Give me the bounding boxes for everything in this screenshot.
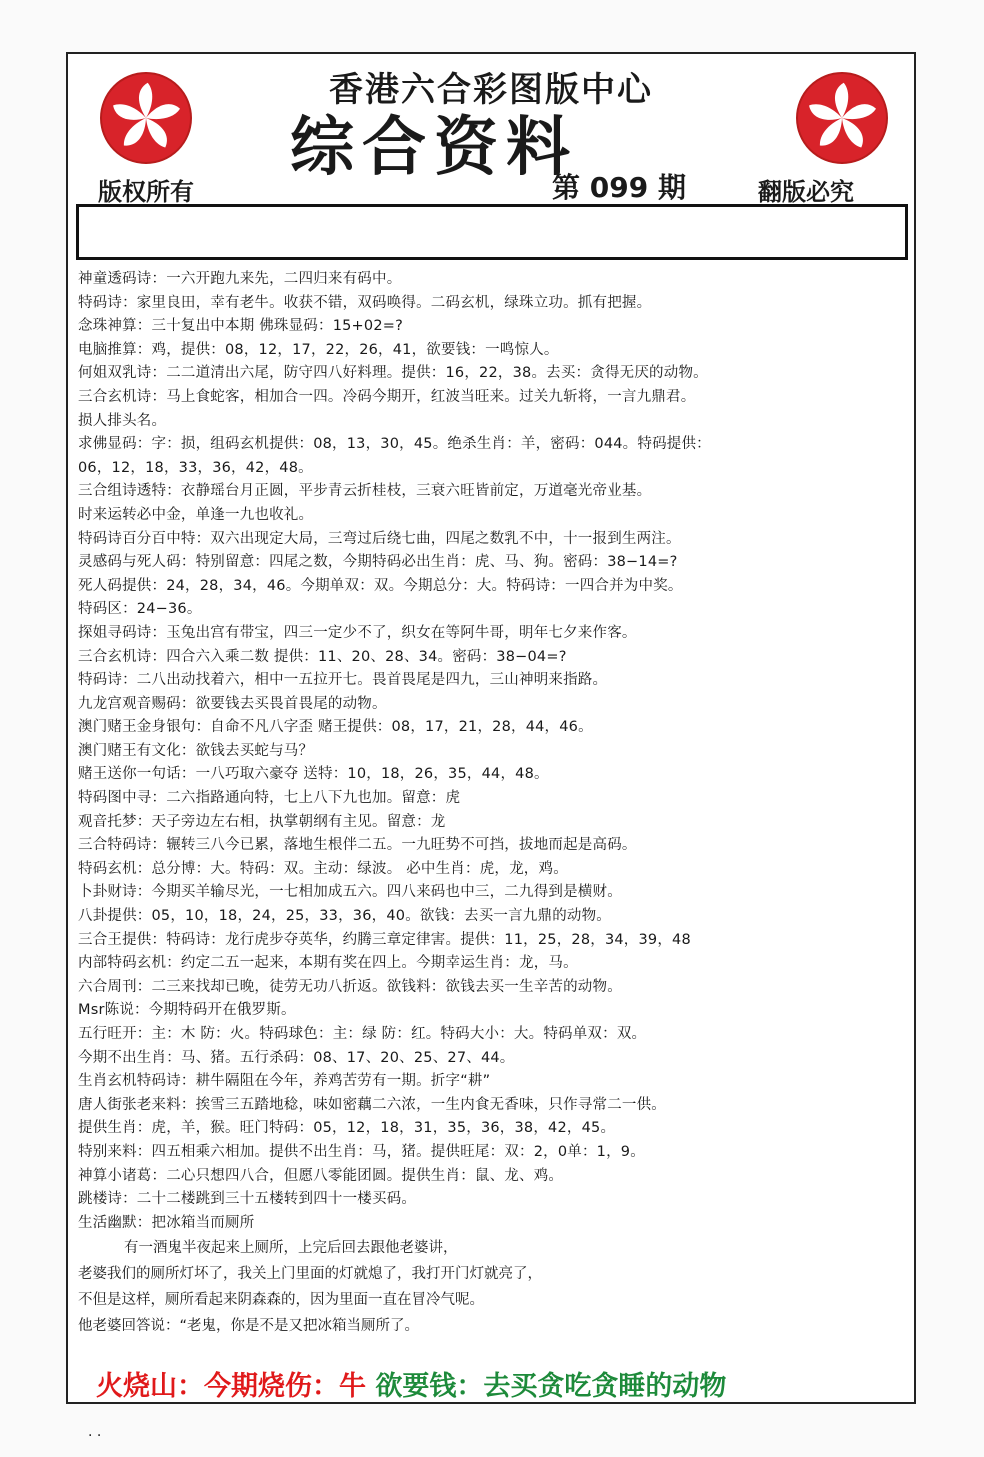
- text-line: 求佛显码：字：损，组码玄机提供：08，13，30，45。绝杀生肖：羊，密码：044。特码提供：: [78, 436, 711, 453]
- text-line: 观音托梦：天子旁边左右相，执掌朝纲有主见。留意：龙: [78, 813, 446, 830]
- text-line: 赌王送你一句话：一八巧取六豪夺 送特：10，18，26，35，44，48。: [78, 766, 549, 783]
- content-lines: [78, 268, 910, 1339]
- site-title: 香港六合彩图版中心: [329, 70, 653, 110]
- issue-number: 第 099 期: [552, 171, 686, 204]
- bottom-dots: . .: [88, 1424, 102, 1440]
- text-line: 灵感码与死人码：特别留意：四尾之数，今期特码必出生肖：虎、马、狗。密码：38−14=?: [78, 554, 678, 571]
- poster-frame: [66, 52, 916, 1404]
- text-line: 唐人街张老来料：挨雪三五踏地稔，味如密藕二六浓，一生内食无香味，只作寻常二一供。: [78, 1096, 666, 1113]
- text-line: 三合组诗透特：衣静瑶台月正圆，平步青云折桂枝，三衰六旺皆前定，万道毫光帝业基。: [78, 483, 652, 500]
- text-line: 特码区：24−36。: [78, 601, 202, 618]
- story-line: 不但是这样，厕所看起来阴森森的，因为里面一直在冒冷气呢。: [78, 1292, 484, 1309]
- text-line: 神算小诸葛：二心只想四八合，但愿八零能团圆。提供生肖：鼠、龙、鸡。: [78, 1167, 564, 1184]
- page-title: 综合资料: [290, 110, 578, 185]
- text-line: 卜卦财诗：今期买羊输尽光，一七相加成五六。四八来码也中三，二九得到是横财。: [78, 884, 622, 901]
- text-line: 何姐双乳诗：二二道清出六尾，防守四八好料理。提供：16，22，38。去买：贪得无厌的动物。: [78, 365, 708, 382]
- text-line: 特码诗：二八出动找着六，相中一五拉开七。畏首畏尾是四九，三山神明来指路。: [78, 672, 608, 689]
- text-line: 三合王提供：特码诗：龙行虎步夺英华，约腾三章定律害。提供：11，25，28，34，39，48: [78, 931, 691, 948]
- text-line: 八卦提供：05，10，18，24，25，33，36，40。欲钱：去买一言九鼎的动物。: [78, 908, 612, 925]
- story-line: 有一酒鬼半夜起来上厕所，上完后回去跟他老婆讲，: [124, 1240, 458, 1257]
- text-line: 特码诗百分百中特：双六出现定大局，三弯过后绕七曲，四尾之数乳不中，十一报到生两注。: [78, 530, 681, 547]
- text-line: 三合特码诗：辗转三八今已累，落地生根伴二五。一九旺势不可挡，拔地而起是高码。: [78, 837, 637, 854]
- text-line: 特码玄机：总分博：大。特码：双。主动：绿波。 必中生肖：虎，龙，鸡。: [78, 860, 568, 877]
- text-line: 特码图中寻：二六指路通向特，七上八下九也加。留意：虎: [78, 790, 461, 807]
- blank-banner-box: [76, 204, 908, 260]
- text-line: 生肖玄机特码诗：耕牛隔阻在今年，养鸡苦劳有一期。折字“耕”: [78, 1073, 491, 1090]
- text-line: 念珠神算：三十复出中本期 佛珠显码：15+02=?: [78, 318, 404, 335]
- header: [68, 54, 914, 204]
- text-line: 五行旺开：主：木 防：火。特码球色：主：绿 防：红。特码大小：大。特码单双：双。: [78, 1026, 647, 1042]
- text-line: 跳楼诗：二十二楼跳到三十五楼转到四十一楼买码。: [78, 1191, 417, 1208]
- text-line: 损人排头名。: [78, 412, 167, 429]
- bauhinia-emblem-icon: [100, 72, 192, 164]
- text-line: 澳门赌王有文化：欲钱去买蛇与马？: [78, 742, 314, 759]
- story-line: 老婆我们的厕所灯坏了，我关上门里面的灯就熄了，我打开门灯就亮了，: [78, 1266, 542, 1283]
- text-line: 神童透码诗：一六开跑九来先，二四归来有码中。: [78, 271, 402, 287]
- footer-green-text: 欲要钱：去买贪吃贪睡的动物: [375, 1371, 727, 1402]
- text-line: 探姐寻码诗：玉兔出宫有带宝，四三一定少不了，织女在等阿牛哥，明年七夕来作客。: [78, 624, 637, 641]
- footer-slogan: [96, 1364, 896, 1403]
- text-line: 06，12，18，33，36，42，48。: [78, 459, 313, 476]
- text-line: 今期不出生肖：马、猪。五行杀码：08、17、20、25、27、44。: [78, 1049, 515, 1066]
- text-line: 内部特码玄机：约定二五一起来，本期有奖在四上。今期幸运生肖：龙，马。: [78, 955, 578, 972]
- copyright-note: 版权所有: [98, 178, 194, 206]
- text-line: Msr陈说：今期特码开在俄罗斯。: [78, 1002, 296, 1019]
- text-line: 提供生肖：虎，羊，猴。旺门特码：05，12，18，31，35，36，38，42，45。: [78, 1120, 616, 1137]
- text-line: 电脑推算：鸡，提供：08，12，17，22，26，41，欲要钱：一鸣惊人。: [78, 341, 559, 358]
- text-line: 特别来料：四五相乘六相加。提供不出生肖：马，猪。提供旺尾：双：2，0单：1，9。: [78, 1143, 645, 1160]
- text-line: 澳门赌王金身银句：自命不凡八字歪 赌王提供：08，17，21，28，44，46。: [78, 719, 593, 736]
- text-line: 三合玄机诗：马上食蛇客，相加合一四。冷码今期开，红波当旺来。过关九斩将，一言九鼎君。: [78, 388, 696, 405]
- text-line: 时来运转必中金，单逢一九也收礼。: [78, 506, 314, 523]
- bauhinia-emblem-icon: [796, 72, 888, 164]
- text-line: 三合玄机诗：四合六入乘二数 提供：11、20、28、34。密码：38−04=?: [78, 648, 567, 665]
- text-line: 死人码提供：24，28，34，46。今期单双：双。今期总分：大。特码诗：一四合并为中奖。: [78, 577, 683, 594]
- story-line: 他老婆回答说：“老鬼，你是不是又把冰箱当厕所了。: [78, 1318, 420, 1335]
- footer-red-text: 火烧山：今期烧伤：牛: [96, 1371, 366, 1402]
- piracy-note: 翻版必究: [758, 178, 854, 206]
- text-line: 六合周刊：二三来找却已晚，徒劳无功八折返。欲钱料：欲钱去买一生辛苦的动物。: [78, 978, 622, 995]
- text-line: 特码诗：家里良田，幸有老牛。收获不错，双码唤得。二码玄机，绿珠立功。抓有把握。: [78, 294, 652, 311]
- text-line: 九龙宫观音赐码：欲要钱去买畏首畏尾的动物。: [78, 695, 387, 712]
- text-line: 生活幽默：把冰箱当而厕所: [78, 1214, 255, 1231]
